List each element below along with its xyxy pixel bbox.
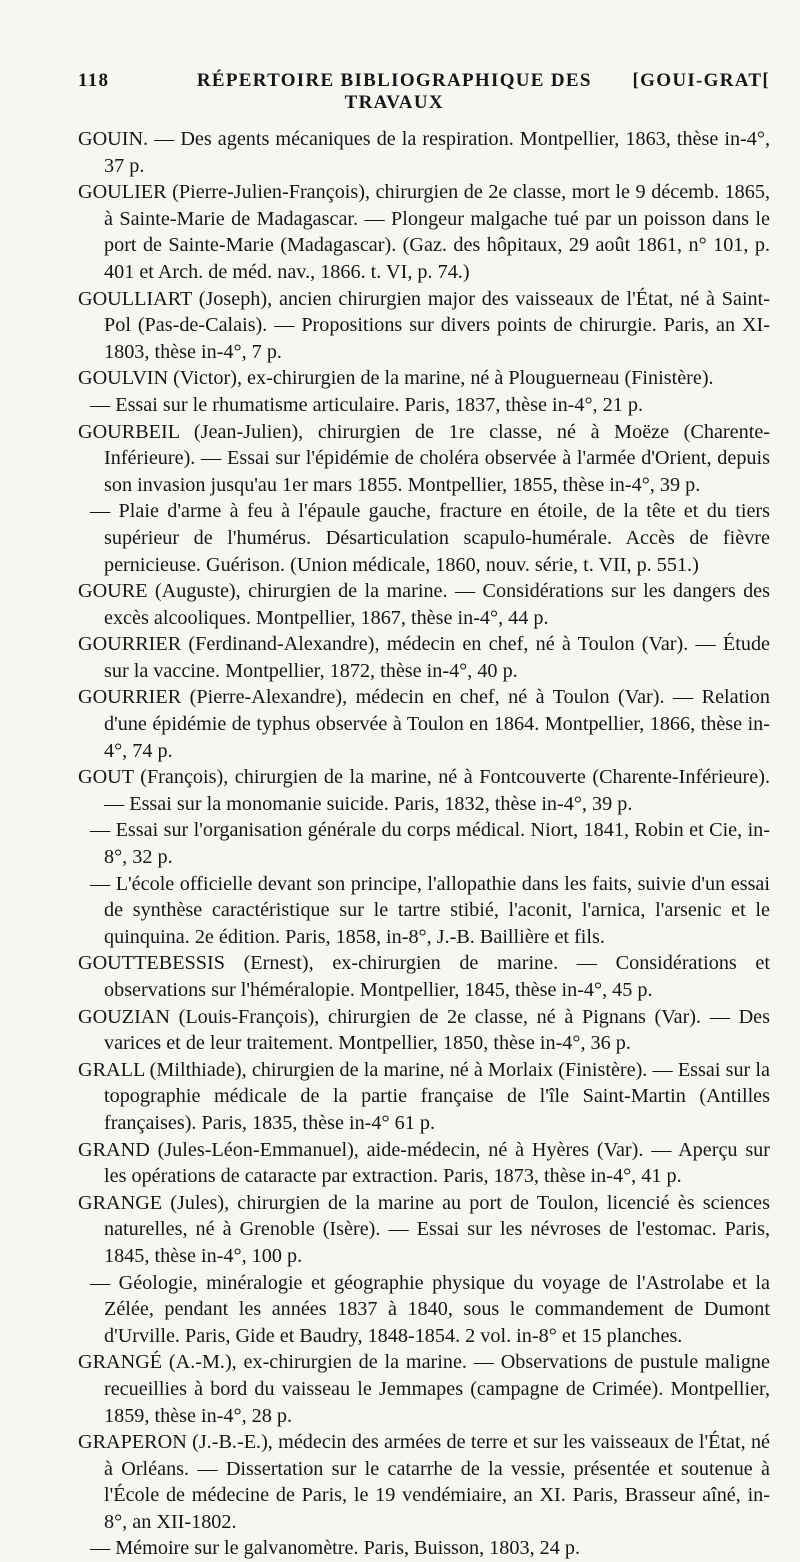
- entry-grand: GRAND (Jules-Léon-Emmanuel), aide-médecin, né à Hyères (Var). — Aperçu sur les opérations de cataracte par extraction. Paris, 1873, thèse in-4°, 41 p.: [78, 1138, 770, 1188]
- entry-gourrier-pierre: GOURRIER (Pierre-Alexandre), médecin en chef, né à Toulon (Var). — Relation d'une épidémie de typhus observée à Toulon en 1864. Montpellier, 1866, thèse in-4°, 74 p.: [78, 686, 770, 762]
- page-number: 118: [78, 70, 110, 91]
- entry-goulier: GOULIER (Pierre-Julien-François), chirurgien de 2e classe, mort le 9 décemb. 1865, à Sainte-Marie de Madagascar. — Plongeur malgache tué par un poisson dans le port de Sainte-Marie (Madagascar). (Gaz. des hôpitaux, 29 août 1861, n° 101, p. 401 et Arch. de méd. nav., 1866. t. VI, p. 74.): [78, 181, 770, 283]
- entry-gouzian: GOUZIAN (Louis-François), chirurgien de 2e classe, né à Pignans (Var). — Des varices et de leur traitement. Montpellier, 1850, thèse in-4°, 36 p.: [78, 1005, 770, 1055]
- section-range: [GOUI-GRAT[: [632, 70, 770, 91]
- running-title: RÉPERTOIRE BIBLIOGRAPHIQUE DES TRAVAUX: [196, 70, 592, 113]
- entry-gourbeil: GOURBEIL (Jean-Julien), chirurgien de 1re classe, né à Moëze (Charente-Inférieure). — Essai sur l'épidémie de choléra observée à l'armée d'Orient, depuis son invasion jusqu'au 1er mars 1855. Montpellier, 1855, thèse in-4°, 39 p.: [78, 420, 770, 496]
- entry-goulvin: GOULVIN (Victor), ex-chirurgien de la marine, né à Plouguerneau (Finistère).: [78, 367, 714, 390]
- entry-gouin: GOUIN. — Des agents mécaniques de la respiration. Montpellier, 1863, thèse in-4°, 37 p.: [78, 128, 770, 177]
- entry-gout-work-2: — L'école officielle devant son principe, l'allopathie dans les faits, suivie d'un essai de synthèse caractéristique sur le tartre stibié, l'aconit, l'arnica, l'arsenic et le quinquina. 2e édition. Paris, 1858, in-8°, J.-B. Baillière et fils.: [90, 872, 770, 948]
- entry-goulvin-work: — Essai sur le rhumatisme articulaire. Paris, 1837, thèse in-4°, 21 p.: [90, 393, 644, 416]
- entry-gout: GOUT (François), chirurgien de la marine, né à Fontcouverte (Charente-Inférieure). — Essai sur la monomanie suicide. Paris, 1832, thèse in-4°, 39 p.: [78, 766, 770, 815]
- bibliography-entries: [78, 126, 770, 1562]
- entry-gourbeil-work: — Plaie d'arme à feu à l'épaule gauche, fracture en étoile, de la tête et du tiers supérieur de l'humérus. Désarticulation scapulo-humérale. Accès de fièvre pernicieuse. Guérison. (Union médicale, 1860, nouv. série, t. VII, p. 551.): [90, 500, 770, 576]
- entry-grange-am: GRANGÉ (A.-M.), ex-chirurgien de la marine. — Observations de pustule maligne recueillies à bord du vaisseau le Jemmapes (campagne de Crimée). Montpellier, 1859, thèse in-4°, 28 p.: [78, 1351, 770, 1427]
- entry-gourrier-ferdinand: GOURRIER (Ferdinand-Alexandre), médecin en chef, né à Toulon (Var). — Étude sur la vaccine. Montpellier, 1872, thèse in-4°, 40 p.: [78, 633, 770, 682]
- entry-grange: GRANGE (Jules), chirurgien de la marine au port de Toulon, licencié ès sciences naturelles, né à Grenoble (Isère). — Essai sur les névroses de l'estomac. Paris, 1845, thèse in-4°, 100 p.: [78, 1191, 770, 1267]
- entry-graperon: GRAPERON (J.-B.-E.), médecin des armées de terre et sur les vaisseaux de l'État, né à Orléans. — Dissertation sur le catarrhe de la vessie, présentée et soutenue à l'École de médecine de Paris, le 19 vendémiaire, an XI. Paris, Brasseur aîné, in-8°, an XII-1802.: [78, 1431, 770, 1533]
- entry-gout-work-1: — Essai sur l'organisation générale du corps médical. Niort, 1841, Robin et Cie, in-8°, 32 p.: [90, 819, 770, 869]
- entry-goure: GOURE (Auguste), chirurgien de la marine. — Considérations sur les dangers des excès alcooliques. Montpellier, 1867, thèse in-4°, 44 p.: [78, 580, 770, 629]
- entry-goulliart: GOULLIART (Joseph), ancien chirurgien major des vaisseaux de l'État, né à Saint-Pol (Pas-de-Calais). — Propositions sur divers points de chirurgie. Paris, an XI-1803, thèse in-4°, 7 p.: [78, 287, 770, 363]
- entry-grange-work: — Géologie, minéralogie et géographie physique du voyage de l'Astrolabe et la Zélée, pendant les années 1837 à 1840, sous le commandement de Dumont d'Urville. Paris, Gide et Baudry, 1848-1854. 2 vol. in-8° et 15 planches.: [90, 1271, 770, 1347]
- entry-grall: GRALL (Milthiade), chirurgien de la marine, né à Morlaix (Finistère). — Essai sur la topographie médicale de la partie française de l'île Saint-Martin (Antilles françaises). Paris, 1835, thèse in-4° 61 p.: [78, 1058, 770, 1134]
- entry-graperon-work: — Mémoire sur le galvanomètre. Paris, Buisson, 1803, 24 p.: [90, 1537, 581, 1560]
- entry-gouttebessis: GOUTTEBESSIS (Ernest), ex-chirurgien de marine. — Considérations et observations sur l'héméralopie. Montpellier, 1845, thèse in-4°, 45 p.: [78, 952, 770, 1001]
- page-header: [78, 70, 770, 114]
